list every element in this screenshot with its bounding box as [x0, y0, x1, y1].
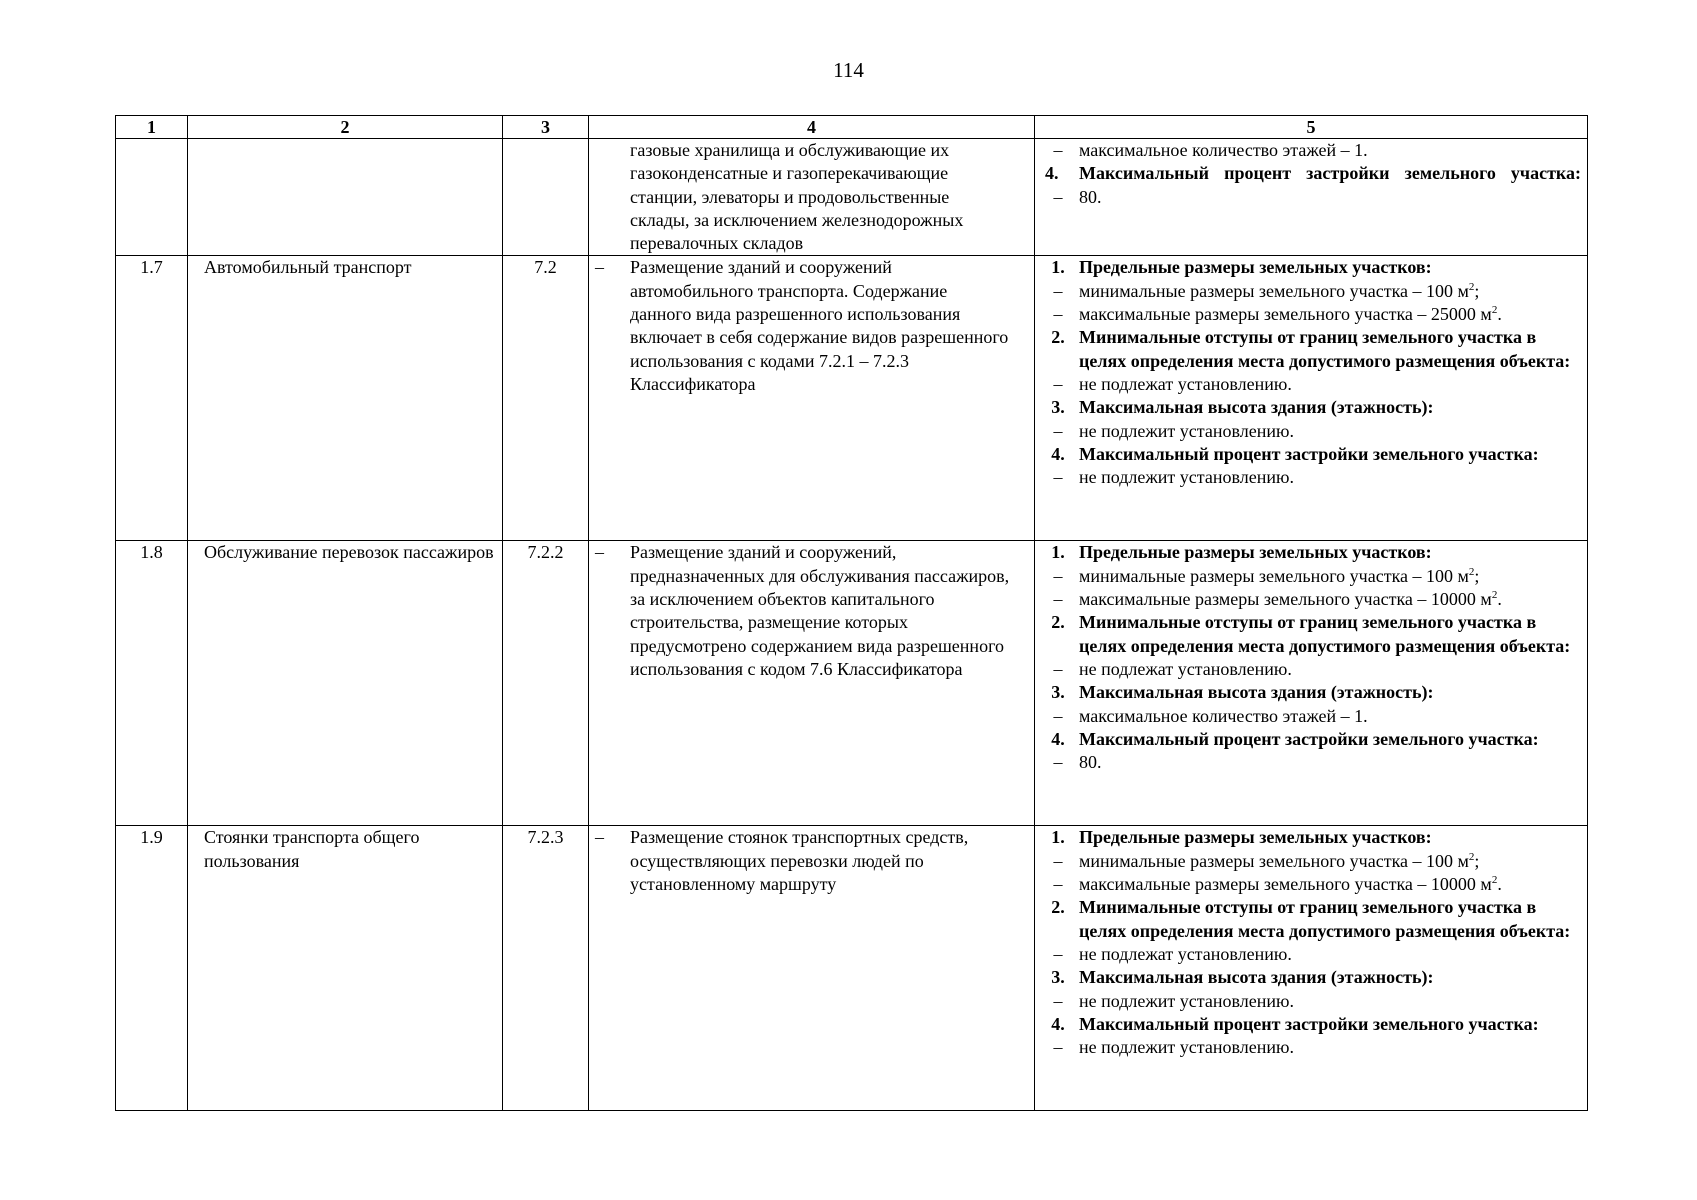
punctuation: .	[1497, 589, 1502, 610]
param-heading	[1045, 681, 1581, 704]
list-dash: –	[1053, 565, 1063, 586]
param-value: не подлежат установлению.	[1079, 373, 1292, 394]
use-code: 7.2.2	[503, 541, 589, 826]
param-line	[1045, 139, 1581, 162]
param-heading	[1045, 396, 1581, 419]
row-number: 1.9	[116, 826, 188, 1111]
param-heading-text: Максимальный процент застройки земельного участка:	[1079, 443, 1539, 464]
param-value: минимальные размеры земельного участка – 100 м	[1079, 565, 1469, 586]
param-heading-text: Предельные размеры земельных участков:	[1079, 827, 1432, 848]
param-value: не подлежат установлению.	[1079, 943, 1292, 964]
use-description-cell	[589, 256, 1035, 541]
param-value: не подлежит установлению.	[1079, 1037, 1294, 1058]
param-line	[1045, 990, 1581, 1013]
use-code	[503, 139, 589, 256]
use-code: 7.2.3	[503, 826, 589, 1111]
param-line	[1045, 705, 1581, 728]
use-description: Размещение зданий и сооружений автомобильного транспорта. Содержание данного вида разрешенного использования включает в себя содержание видов разрешенного использования с кодами 7.2.1 – 7.2.3 Классификатора	[630, 257, 1009, 394]
param-line	[1045, 658, 1581, 681]
param-heading-text: Предельные размеры земельных участков:	[1079, 257, 1432, 278]
param-line	[1045, 943, 1581, 966]
superscript: 2	[1468, 850, 1475, 863]
list-dash: –	[1053, 140, 1063, 160]
superscript: 2	[1491, 589, 1498, 602]
list-dash: –	[595, 827, 604, 848]
list-number: 4.	[1045, 163, 1059, 184]
list-number: 2.	[1051, 327, 1065, 348]
param-value: минимальные размеры земельного участка – 100 м	[1079, 280, 1469, 301]
param-line	[1045, 873, 1581, 896]
param-heading	[1045, 162, 1581, 185]
list-dash: –	[1053, 705, 1063, 726]
param-value: не подлежат установлению.	[1079, 658, 1292, 679]
param-line	[1045, 186, 1581, 209]
use-description-cell	[589, 826, 1035, 1111]
list-number: 1.	[1051, 257, 1065, 278]
param-heading-text: Максимальная высота здания (этажность):	[1079, 967, 1434, 988]
param-heading-text: Максимальная высота здания (этажность):	[1079, 397, 1434, 418]
param-value: максимальное количество этажей – 1.	[1079, 705, 1368, 726]
use-description: Размещение зданий и сооружений, предназначенных для обслуживания пассажиров, за исключением объектов капитального строительства, размещение которых предусмотрено содержанием вида разрешенного использования с кодом 7.6 Классификатора	[630, 542, 1010, 679]
param-line	[1045, 373, 1581, 396]
list-dash: –	[1053, 1037, 1063, 1058]
param-heading-text: Минимальные отступы от границ земельного участка в целях определения места допустимого размещения объекта:	[1079, 327, 1571, 371]
param-value: максимальные размеры земельного участка – 10000 м	[1079, 589, 1492, 610]
list-number: 4.	[1051, 1013, 1065, 1034]
list-number: 3.	[1051, 682, 1065, 703]
list-dash: –	[1053, 373, 1063, 394]
use-code: 7.2	[503, 256, 589, 541]
param-value: не подлежит установлению.	[1079, 467, 1294, 488]
param-line	[1045, 751, 1581, 774]
punctuation: .	[1497, 874, 1502, 895]
param-value: 80.	[1079, 186, 1102, 207]
use-description: Размещение стоянок транспортных средств, осуществляющих перевозки людей по установленному маршруту	[630, 827, 969, 895]
list-dash: –	[1053, 589, 1063, 610]
list-dash: –	[1053, 186, 1063, 207]
superscript: 2	[1468, 565, 1475, 578]
param-heading	[1045, 1013, 1581, 1036]
header-cell: 3	[503, 116, 589, 139]
param-value: максимальное количество этажей – 1.	[1079, 140, 1368, 160]
list-number: 4.	[1051, 728, 1065, 749]
punctuation: ;	[1474, 280, 1480, 301]
list-dash: –	[1053, 752, 1063, 773]
param-line	[1045, 466, 1581, 489]
param-line	[1045, 280, 1581, 303]
list-dash: –	[1053, 420, 1063, 441]
row-number: 1.8	[116, 541, 188, 826]
table-row	[116, 256, 1588, 541]
list-dash: –	[1053, 467, 1063, 488]
use-description-cell	[589, 139, 1035, 256]
use-type-name: Обслуживание перевозок пассажиров	[188, 541, 503, 826]
use-description: газовые хранилища и обслуживающие их газоконденсатные и газоперекачивающие станции, элеваторы и продовольственные склады, за исключением железнодорожных перевалочных складов	[630, 140, 964, 254]
punctuation: .	[1497, 304, 1502, 325]
superscript: 2	[1468, 280, 1475, 293]
param-line	[1045, 420, 1581, 443]
parameters-cell	[1035, 541, 1588, 826]
table-row	[116, 139, 1588, 256]
param-heading	[1045, 541, 1581, 564]
use-type-name	[188, 139, 503, 256]
param-heading	[1045, 326, 1581, 373]
param-line	[1045, 850, 1581, 873]
page-number: 114	[833, 58, 864, 82]
param-line	[1045, 588, 1581, 611]
list-number: 1.	[1051, 827, 1065, 848]
header-cell: 1	[116, 116, 188, 139]
header-cell: 5	[1035, 116, 1588, 139]
param-heading	[1045, 896, 1581, 943]
param-value: минимальные размеры земельного участка – 100 м	[1079, 850, 1469, 871]
list-dash: –	[1053, 850, 1063, 871]
list-number: 3.	[1051, 967, 1065, 988]
use-type-name: Автомобильный транспорт	[188, 256, 503, 541]
param-heading-text: Максимальный процент застройки земельного участка:	[1079, 1013, 1539, 1034]
param-value: не подлежит установлению.	[1079, 990, 1294, 1011]
punctuation: ;	[1474, 565, 1480, 586]
list-dash: –	[1053, 304, 1063, 325]
header-cell: 2	[188, 116, 503, 139]
list-number: 2.	[1051, 612, 1065, 633]
list-number: 4.	[1051, 443, 1065, 464]
param-heading	[1045, 256, 1581, 279]
param-heading	[1045, 611, 1581, 658]
land-use-table	[115, 115, 1588, 1111]
param-heading-text: Предельные размеры земельных участков:	[1079, 542, 1432, 563]
list-dash: –	[1053, 280, 1063, 301]
list-dash: –	[595, 257, 604, 278]
row-number: 1.7	[116, 256, 188, 541]
param-heading	[1045, 966, 1581, 989]
param-heading	[1045, 728, 1581, 751]
param-heading-text: Минимальные отступы от границ земельного участка в целях определения места допустимого размещения объекта:	[1079, 612, 1571, 656]
param-value: 80.	[1079, 752, 1102, 773]
param-heading-text: Максимальный процент застройки земельного участка:	[1079, 163, 1581, 184]
param-value: максимальные размеры земельного участка – 25000 м	[1079, 304, 1492, 325]
parameters-cell	[1035, 139, 1588, 256]
use-description-cell	[589, 541, 1035, 826]
parameters-cell	[1035, 826, 1588, 1111]
list-dash: –	[1053, 658, 1063, 679]
list-dash: –	[1053, 990, 1063, 1011]
param-value: не подлежит установлению.	[1079, 420, 1294, 441]
param-heading	[1045, 826, 1581, 849]
param-line	[1045, 565, 1581, 588]
superscript: 2	[1491, 304, 1498, 317]
param-heading-text: Минимальные отступы от границ земельного участка в целях определения места допустимого размещения объекта:	[1079, 897, 1571, 941]
use-type-name: Стоянки транспорта общего пользования	[188, 826, 503, 1111]
punctuation: ;	[1474, 850, 1480, 871]
list-number: 2.	[1051, 897, 1065, 918]
param-heading	[1045, 443, 1581, 466]
param-heading-text: Максимальная высота здания (этажность):	[1079, 682, 1434, 703]
list-number: 3.	[1051, 397, 1065, 418]
list-dash: –	[1053, 943, 1063, 964]
param-value: максимальные размеры земельного участка – 10000 м	[1079, 874, 1492, 895]
table-row	[116, 826, 1588, 1111]
table-row	[116, 541, 1588, 826]
list-number: 1.	[1051, 542, 1065, 563]
param-line	[1045, 1036, 1581, 1059]
param-heading-text: Максимальный процент застройки земельного участка:	[1079, 728, 1539, 749]
list-dash: –	[595, 542, 604, 563]
row-number	[116, 139, 188, 256]
parameters-cell	[1035, 256, 1588, 541]
header-row	[116, 116, 1588, 139]
list-dash: –	[1053, 874, 1063, 895]
header-cell: 4	[589, 116, 1035, 139]
superscript: 2	[1491, 874, 1498, 887]
param-line	[1045, 303, 1581, 326]
